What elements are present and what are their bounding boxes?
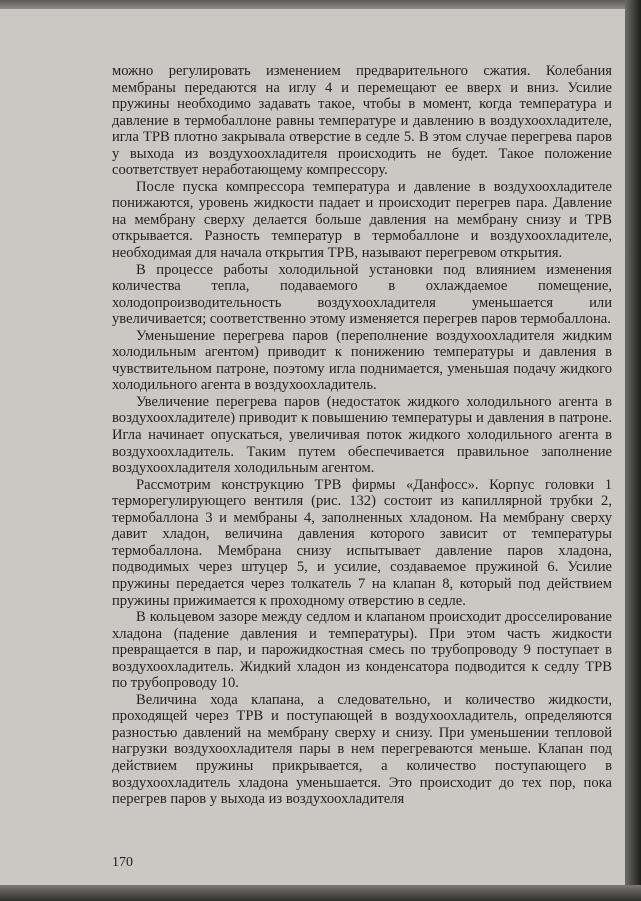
paragraph: Величина хода клапана, а следовательно, и количество жидкости, проходящей через ТРВ и поступающей в воздухоохладитель, определяются разностью давлений на мембрану сверху и снизу. При уменьшении тепловой нагрузки воздухоохладителя пары в нем перегреваются меньше. Клапан под действием пружины прикрывается, а количество поступающего в воздухоохладитель хладона уменьшается. Это происходит до тех пор, пока перегрев паров у выхода из воздухоохладителя xyxy=(112,691,612,808)
paragraph: В процессе работы холодильной установки под влиянием изменения количества тепла, подаваемого в охлаждаемое помещение, холодопроизводительность воздухоохладителя уменьшается или увеличивается; соответственно этому изменяется перегрев паров термобаллона. xyxy=(112,261,612,328)
page-number: 170 xyxy=(112,855,133,870)
paragraph: В кольцевом зазоре между седлом и клапаном происходит дросселирование хладона (падение давления и температуры). При этом часть жидкости превращается в пар, и парожидкостная смесь по трубопроводу 9 поступает в воздухоохладитель. Жидкий хладон из конденсатора подводится к седлу ТРВ по трубопроводу 10. xyxy=(112,609,612,692)
page-text xyxy=(112,63,612,808)
paragraph: Увеличение перегрева паров (недостаток жидкого холодильного агента в воздухоохладителе) приводит к повышению температуры и давления в патроне. Игла начинает опускаться, увеличивая поток жидкого холодильного агента в воздухоохладитель. Таким путем обеспечивается правильное заполнение воздухоохладителя холодильным агентом. xyxy=(112,393,612,477)
scan-top-edge xyxy=(0,0,641,9)
paragraph: Рассмотрим конструкцию ТРВ фирмы «Данфосс». Корпус головки 1 терморегулирующего вентиля (рис. 132) состоит из капиллярной трубки 2, термобаллона 3 и мембраны 4, заполненных хладоном. На мембрану сверху давит хладон, величина давления которого зависит от температуры термобаллона. Мембрана снизу испытывает давление паров хладона, подводимых через штуцер 5, и усилие, создаваемое пружиной 6. Усилие пружины передается через толкатель 7 на клапан 8, который под действием пружины прижимается к проходному отверстию в седле. xyxy=(112,476,612,609)
paragraph: можно регулировать изменением предварительного сжатия. Колебания мембраны передаются на иглу 4 и перемещают ее вверх и вниз. Усилие пружины необходимо задавать такое, чтобы в момент, когда температура и давление в термобаллоне равны температуре и давлению в воздухоохладителе, игла ТРВ плотно закрывала отверстие в седле 5. В этом случае перегрева паров у выхода из воздухоохладителя происходить не будет. Такое положение соответствует неработающему компрессору. xyxy=(112,63,612,179)
scan-right-edge xyxy=(625,0,641,901)
paragraph: После пуска компрессора температура и давление в воздухоохладителе понижаются, уровень жидкости падает и происходит перегрев пара. Давление на мембрану сверху делается больше давления на мембрану снизу и ТРВ открывается. Разность температур в термобаллоне и воздухоохладителе, необходимая для начала открытия ТРВ, называют перегревом открытия. xyxy=(112,178,612,262)
paragraph: Уменьшение перегрева паров (переполнение воздухоохладителя жидким холодильным агентом) приводит к понижению температуры и давления в чувствительном патроне, поэтому игла поднимается, уменьшая подачу жидкого холодильного агента в воздухоохладитель. xyxy=(112,327,612,394)
scan-bottom-edge xyxy=(0,885,641,901)
